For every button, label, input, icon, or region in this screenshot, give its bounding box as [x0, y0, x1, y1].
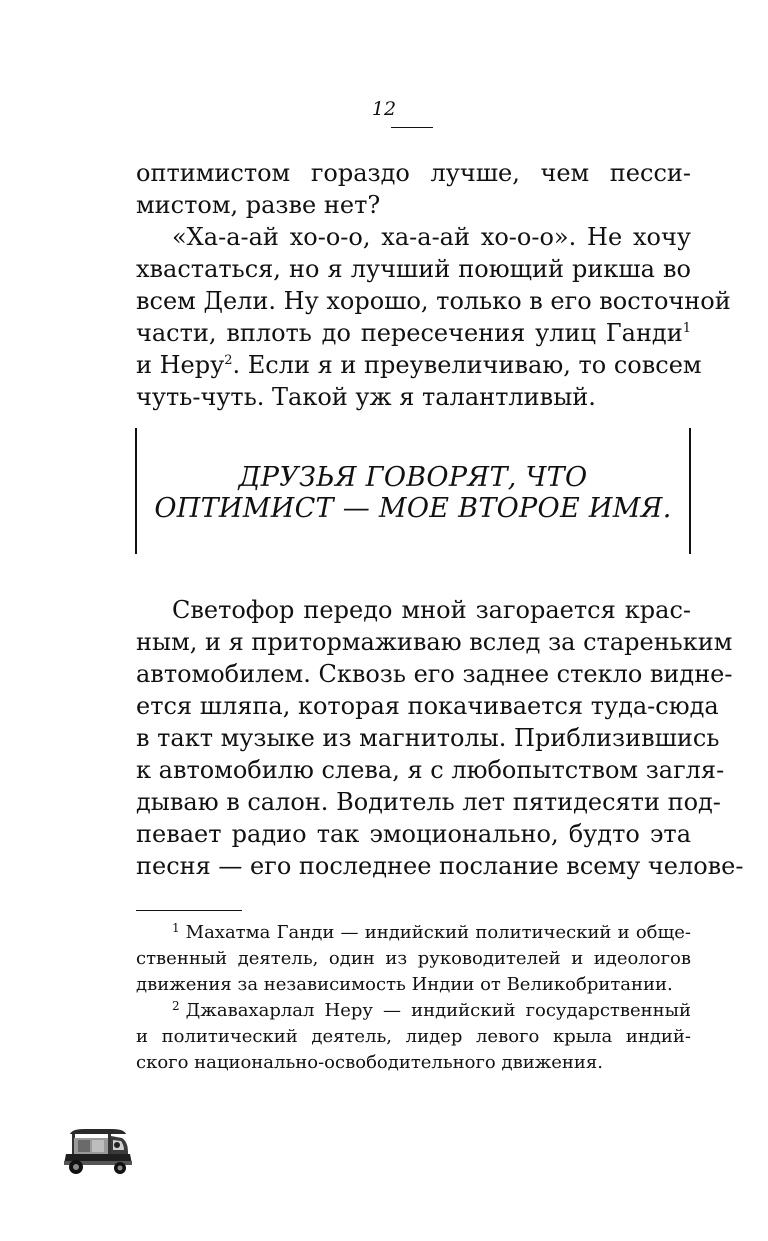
footnotes	[136, 920, 691, 1076]
text-line: к автомобилю слева, я с любопытством загля-	[136, 756, 725, 784]
footnote-line	[136, 998, 691, 1024]
text-line	[136, 317, 691, 349]
footnote-line	[136, 920, 691, 946]
text-line	[136, 349, 702, 381]
footnote-line: движения за независимость Индии от Великобритании.	[136, 974, 673, 995]
text-line: оптимистом гораздо лучше, чем песси-	[136, 159, 691, 187]
text-fragment: части, вплоть до пересечения улиц Ганди	[136, 319, 683, 347]
footnote-line: ского национально-освободительного движения.	[136, 1052, 603, 1073]
page-number-rule	[391, 127, 433, 128]
text-line: в такт музыке из магнитолы. Приблизившись	[136, 724, 720, 752]
footnote-line: и политический деятель, лидер левого крыла индий-	[136, 1026, 691, 1047]
text-fragment: и Неру	[136, 351, 225, 379]
text-line: мистом, разве нет?	[136, 191, 381, 219]
rickshaw-icon	[62, 1128, 136, 1176]
paragraph-traffic	[136, 594, 744, 882]
text-line: певает радио так эмоционально, будто эта	[136, 820, 691, 848]
pull-quote-line: ОПТИМИСТ — МОЕ ВТОРОЕ ИМЯ.	[154, 493, 672, 524]
paragraph-song	[136, 221, 731, 413]
footnote-ref-1[interactable]: 1	[682, 321, 691, 336]
text-line: автомобилем. Сквозь его заднее стекло виднe-	[136, 660, 733, 688]
text-line: дываю в салон. Водитель лет пятидесяти под-	[136, 788, 721, 816]
footnote-mark: 1	[172, 921, 180, 935]
footnote-line: ственный деятель, один из руководителей и идеологов	[136, 948, 691, 969]
footnote-1	[136, 920, 691, 998]
text-line: песня — его последнее послание всему челове-	[136, 852, 744, 880]
footnote-rule	[136, 910, 242, 911]
page-number: 12	[371, 98, 397, 120]
text-line: всем Дели. Ну хорошо, только в его восточной	[136, 287, 731, 315]
pull-quote	[135, 428, 691, 554]
paragraph-continued	[136, 157, 691, 221]
footnote-mark: 2	[172, 999, 180, 1013]
text-line: «Ха-а-ай хо-о-о, ха-а-ай хо-о-о». Не хочу	[172, 223, 691, 251]
text-fragment: . Если я и преувеличиваю, то совсем	[232, 351, 702, 379]
footnote-2	[136, 998, 691, 1076]
footnote-text: Джавахарлал Неру — индийский государственный	[185, 1000, 691, 1021]
pull-quote-line: ДРУЗЬЯ ГОВОРЯТ, ЧТО	[238, 462, 588, 493]
text-line: Светофор передо мной загорается крас-	[172, 596, 691, 624]
footnote-ref-2[interactable]: 2	[224, 353, 233, 368]
footnote-text: Махатма Ганди — индийский политический и обще-	[185, 922, 691, 943]
text-line: ным, и я притормаживаю вслед за стареньким	[136, 628, 733, 656]
pull-quote-text	[137, 462, 689, 524]
text-line: хвастаться, но я лучший поющий рикша во	[136, 255, 691, 283]
text-line: ется шляпа, которая покачивается туда-сюда	[136, 692, 719, 720]
text-line: чуть-чуть. Такой уж я талантливый.	[136, 383, 596, 411]
